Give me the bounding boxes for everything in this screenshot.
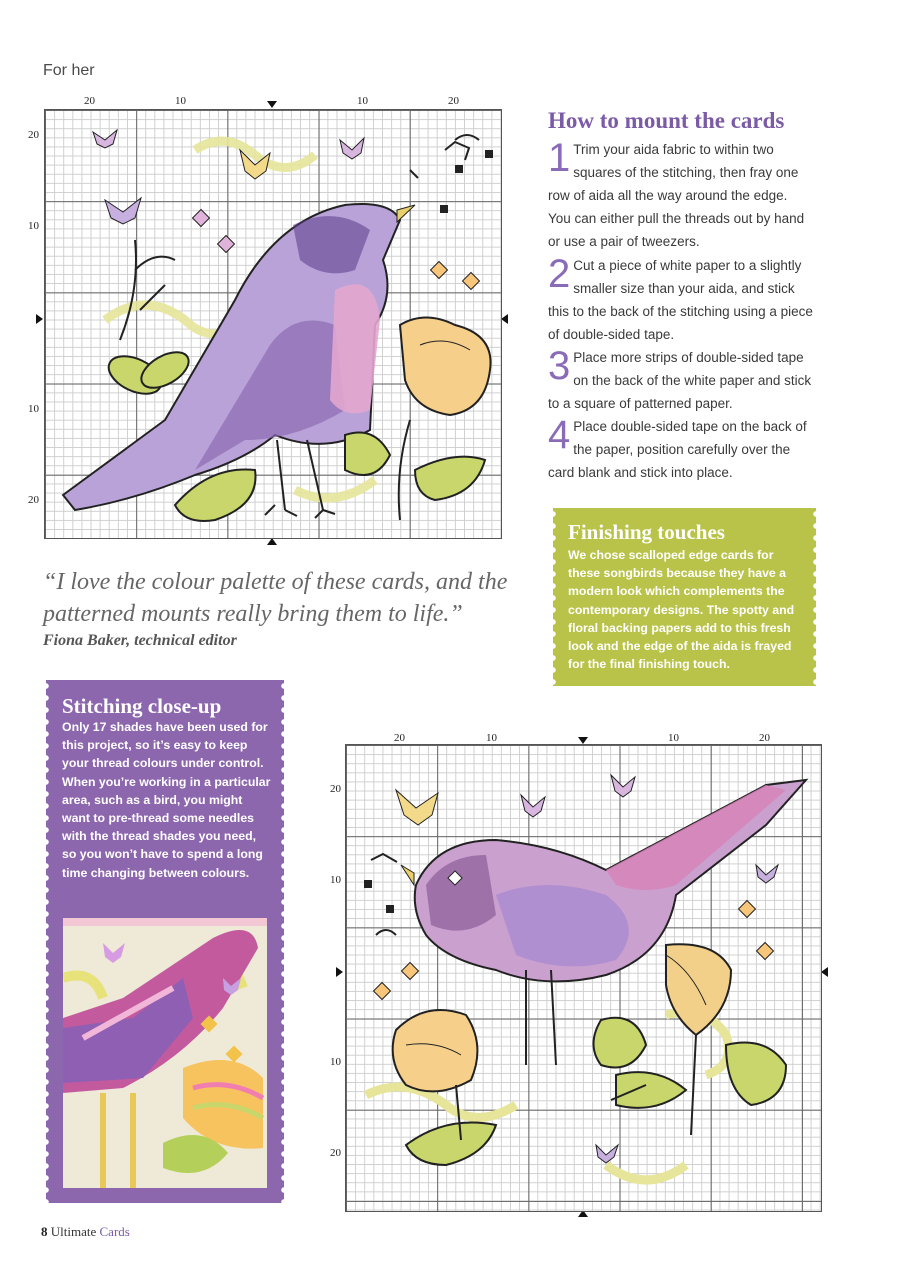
section-label: For her xyxy=(43,62,95,79)
scallop-edge xyxy=(549,508,557,686)
center-marker-right xyxy=(821,967,828,977)
step-text: Place double-sided tape on the back of the paper, position carefully over the card blank and stick into place. xyxy=(548,419,807,480)
top-col-tick: 20 xyxy=(84,95,95,107)
finishing-text: We chose scalloped edge cards for these songbirds because they have a modern look which complements the contemporary designs. The spotty and floral backing papers add to this fresh look and the edge of the aida is frayed for the final finishing touch. xyxy=(568,548,795,672)
center-marker-top xyxy=(267,101,277,108)
bottom-row-tick: 10 xyxy=(330,1056,341,1068)
center-marker-top xyxy=(578,737,588,744)
scallop-edge xyxy=(280,680,288,1203)
top-row-tick: 20 xyxy=(28,494,39,506)
stitching-photo xyxy=(63,918,267,1188)
top-row-tick: 20 xyxy=(28,129,39,141)
top-row-tick: 10 xyxy=(28,403,39,415)
bottom-row-tick: 20 xyxy=(330,783,341,795)
how-to-step xyxy=(548,346,813,415)
step-text: Cut a piece of white paper to a slightly smaller size than your aida, and stick this to the back of the stitching using a piece of double-sided tape. xyxy=(548,258,813,342)
magazine-section: Cards xyxy=(99,1224,130,1239)
top-bird-artwork xyxy=(45,110,501,538)
center-marker-left xyxy=(36,314,43,324)
stitching-text: Only 17 shades have been used for this project, so it’s easy to keep your thread colours under control. When you’re working in a particular area, such as a bird, you might want to pre-thread some needles with the thread shades you need, so you won’t have to spend a long time changing between colours. xyxy=(62,720,271,880)
page-footer xyxy=(41,1224,130,1240)
top-bird-chart xyxy=(44,109,502,539)
bottom-row-tick: 10 xyxy=(330,874,341,886)
finishing-title: Finishing touches xyxy=(568,520,725,544)
top-row-tick: 10 xyxy=(28,220,39,232)
bottom-bird-artwork xyxy=(346,745,821,1211)
step-text: Place more strips of double-sided tape on the back of the white paper and stick to a square of patterned paper. xyxy=(548,350,812,411)
bottom-col-tick: 20 xyxy=(394,732,405,744)
step-number: 4 xyxy=(548,413,571,457)
bottom-col-tick: 20 xyxy=(759,732,770,744)
magazine-name: Ultimate xyxy=(50,1224,97,1239)
bottom-bird-chart xyxy=(345,744,822,1212)
quote-attribution: Fiona Baker, technical editor xyxy=(43,632,237,649)
scallop-edge xyxy=(812,508,820,686)
how-to-step xyxy=(548,415,813,484)
bottom-col-tick: 10 xyxy=(486,732,497,744)
top-col-tick: 10 xyxy=(357,95,368,107)
bottom-col-tick: 10 xyxy=(668,732,679,744)
page-number: 8 xyxy=(41,1224,48,1239)
center-marker-bottom xyxy=(267,538,277,545)
how-to-step xyxy=(548,254,813,346)
bottom-row-tick: 20 xyxy=(330,1147,341,1159)
stitching-title: Stitching close-up xyxy=(62,694,222,718)
step-text: Trim your aida fabric to within two squares of the stitching, then fray one row of aida all the way around the edge. You can either pull the threads out by hand or use a pair of tweezers. xyxy=(548,142,805,249)
scallop-edge xyxy=(42,680,50,1203)
center-marker-right xyxy=(501,314,508,324)
top-col-tick: 10 xyxy=(175,95,186,107)
how-to-step xyxy=(548,138,813,253)
step-number: 3 xyxy=(548,344,571,388)
finishing-touches-box xyxy=(553,508,816,686)
step-number: 2 xyxy=(548,252,571,296)
pull-quote: “I love the colour palette of these cards, and the patterned mounts really bring them to life.” xyxy=(43,569,508,627)
how-to-title: How to mount the cards xyxy=(548,108,785,133)
stitching-photo-artwork xyxy=(63,918,267,1188)
top-col-tick: 20 xyxy=(448,95,459,107)
step-number: 1 xyxy=(548,136,571,180)
center-marker-left xyxy=(336,967,343,977)
